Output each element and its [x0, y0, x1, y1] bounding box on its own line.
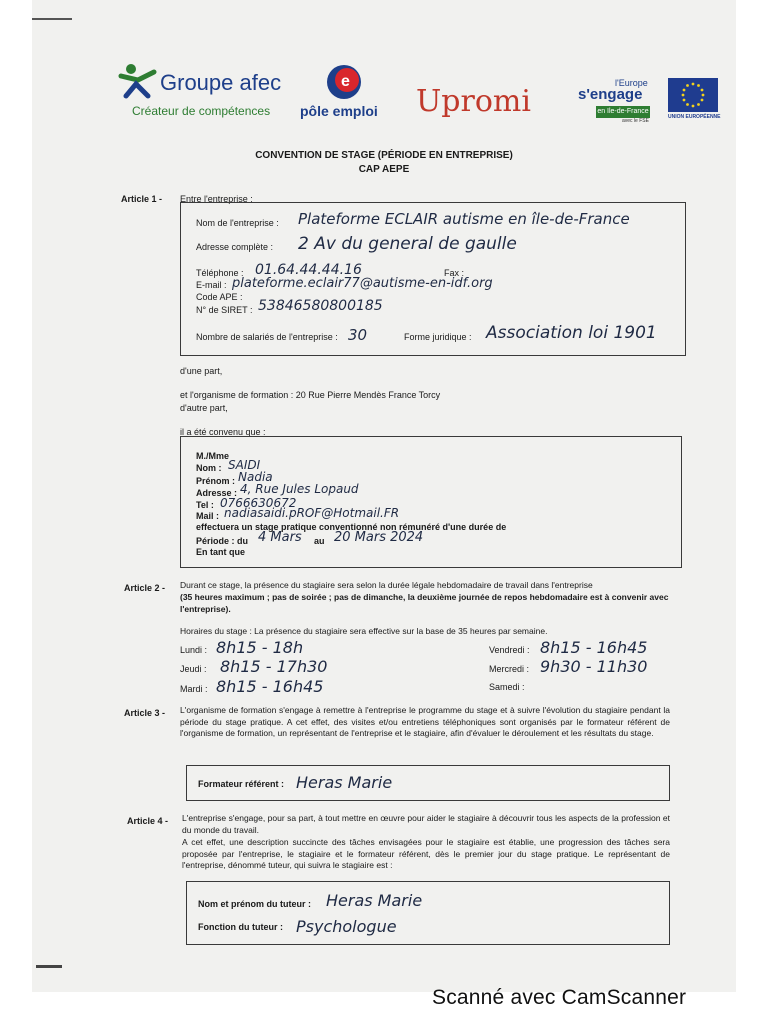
eu-label: UNION EUROPÉENNE [668, 114, 721, 120]
trainee-stage-text: effectuera un stage pratique conventionné non rémunéré d'une durée de [196, 522, 507, 532]
company-siret-label: N° de SIRET : [196, 305, 253, 315]
eu-flag-icon [668, 78, 718, 112]
trainer-value: Heras Marie [296, 773, 393, 792]
trainee-first-name-value: Nadia [238, 470, 273, 484]
first-party-text: d'une part, [180, 366, 223, 376]
page-fold-mark [32, 18, 72, 20]
trainee-period-to: 20 Mars 2024 [334, 530, 424, 545]
trainer-label: Formateur référent : [198, 779, 285, 789]
trainee-tel-label: Tel : [196, 500, 214, 510]
document-subtitle: CAP AEPE [358, 164, 410, 175]
article-4-text-2: A cet effet, une description succincte des tâches envisagées pour le stagiaire est établie, une progression des tâches sera proposée par l'entreprise, le stagiaire et le formateur référent, dès le premier jour du stage pratique. Le représentant de l'entreprise, dénommé tuteur, qui suivra le stagiaire est : [182, 837, 670, 870]
trainee-last-name-label: Nom : [196, 463, 222, 473]
company-email-label: E-mail : [196, 280, 227, 290]
europe-top-label: l'Europe [615, 78, 648, 88]
article-4-text-1: L'entreprise s'engage, pour sa part, à tout mettre en œuvre pour aider le stagiaire à découvrir tous les aspects de la profession et du monde du travail. [182, 813, 670, 835]
training-org-text: et l'organisme de formation : 20 Rue Pierre Mendès France Torcy [180, 390, 441, 400]
article-1-intro: Entre l'entreprise : [180, 194, 253, 204]
schedule-day-tuesday: Mardi : [180, 684, 208, 694]
article-3-label: Article 3 - [124, 708, 166, 718]
company-employees-value: 30 [348, 326, 368, 344]
schedule-day-wednesday: Mercredi : [489, 664, 530, 674]
trainee-address-label: Adresse : [196, 488, 238, 498]
article-2-text-2: (35 heures maximum ; pas de soirée ; pas de dimanche, la deuxième journée de repos hebdomadaire est à convenir avec l'entreprise). [180, 592, 669, 614]
afec-tagline: Créateur de compétences [132, 104, 271, 118]
pole-emploi-label: pôle emploi [300, 103, 378, 119]
tutor-role-value: Psychologue [296, 917, 397, 936]
schedule-day-friday: Vendredi : [489, 645, 530, 655]
company-address-label: Adresse complète : [196, 242, 274, 252]
camscanner-watermark: Scanné avec CamScanner [432, 986, 687, 1009]
article-2-text-1: Durant ce stage, la présence du stagiaire sera selon la durée légale hebdomadaire de travail dans l'entreprise [180, 580, 593, 590]
company-legal-form-label: Forme juridique : [404, 332, 472, 342]
company-employees-label: Nombre de salariés de l'entreprise : [196, 332, 338, 342]
schedule-hours-tuesday: 8h15 - 16h45 [216, 677, 324, 696]
upromi-logo: Upromi [416, 84, 531, 119]
trainee-period-to-label: au [314, 536, 325, 546]
company-fax-label: Fax : [444, 268, 465, 278]
article-2-label: Article 2 - [124, 583, 166, 593]
document-title: CONVENTION DE STAGE (PÉRIODE EN ENTREPRISE) [255, 150, 513, 161]
trainee-first-name-label: Prénom : [196, 476, 236, 486]
agreement-text: il a été convenu que : [180, 427, 266, 437]
trainee-mail-value: nadiasaidi.pROF@Hotmail.FR [224, 506, 400, 520]
article-4-label: Article 4 - [127, 816, 169, 826]
company-ape-label: Code APE : [196, 292, 243, 302]
article-1-label: Article 1 - [121, 194, 163, 204]
trainee-title-label: M./Mme [196, 451, 230, 461]
schedule-day-monday: Lundi : [180, 645, 208, 655]
company-name-label: Nom de l'entreprise : [196, 218, 279, 228]
pole-emploi-logo-icon [322, 64, 366, 100]
page-corner-mark [36, 965, 62, 968]
engage-region-label: en Ile-de-France [596, 106, 650, 118]
trainee-role-label: En tant que [196, 547, 245, 557]
company-name-value: Plateforme ECLAIR autisme en île-de-France [298, 210, 630, 228]
trainee-period-from: 4 Mars [258, 530, 302, 545]
trainee-last-name-value: SAIDI [228, 458, 261, 472]
second-party-text: d'autre part, [180, 403, 228, 413]
schedule-hours-wednesday: 9h30 - 11h30 [540, 657, 648, 676]
tutor-box [186, 881, 670, 945]
trainee-tel-value: 0766630672 [220, 496, 297, 510]
trainee-period-label: Période : du [196, 536, 249, 546]
schedule-day-saturday: Samedi : [489, 682, 525, 692]
afec-logo-icon [118, 62, 158, 100]
company-email-value: plateforme.eclair77@autisme-en-idf.org [232, 276, 493, 291]
schedule-hours-thursday: 8h15 - 17h30 [220, 657, 328, 676]
tutor-role-label: Fonction du tuteur : [198, 922, 283, 932]
company-phone-value: 01.64.44.44.16 [255, 262, 362, 278]
company-siret-value: 53846580800185 [258, 298, 383, 314]
schedule-day-thursday: Jeudi : [180, 664, 207, 674]
tutor-name-label: Nom et prénom du tuteur : [198, 899, 311, 909]
sengage-label: s'engage [578, 86, 643, 103]
hours-intro: Horaires du stage : La présence du stagiaire sera effective sur la base de 35 heures par semaine. [180, 626, 548, 636]
schedule-hours-monday: 8h15 - 18h [216, 638, 304, 657]
trainee-mail-label: Mail : [196, 511, 220, 521]
engage-fse-label: avec le FSE [622, 118, 649, 124]
company-legal-form-value: Association loi 1901 [486, 323, 657, 343]
trainee-address-value: 4, Rue Jules Lopaud [240, 482, 359, 496]
afec-brand-name: Groupe afec [160, 70, 282, 95]
article-3-text: L'organisme de formation s'engage à remettre à l'entreprise le programme du stage et à suivre l'évolution du stagiaire pendant la période du stage pratique. A cet effet, des visites et/ou entretiens téléphoniques sont organisés par le formateur référent de l'organisme de formation, un représentant de l'entreprise et le stagiaire, afin d'évaluer le déroulement et les résultats du stage. [180, 705, 670, 738]
svg-text:e: e [341, 73, 350, 90]
schedule-hours-friday: 8h15 - 16h45 [540, 638, 648, 657]
company-phone-label: Téléphone : [196, 268, 244, 278]
tutor-name-value: Heras Marie [326, 891, 423, 910]
company-address-value: 2 Av du general de gaulle [298, 234, 517, 254]
